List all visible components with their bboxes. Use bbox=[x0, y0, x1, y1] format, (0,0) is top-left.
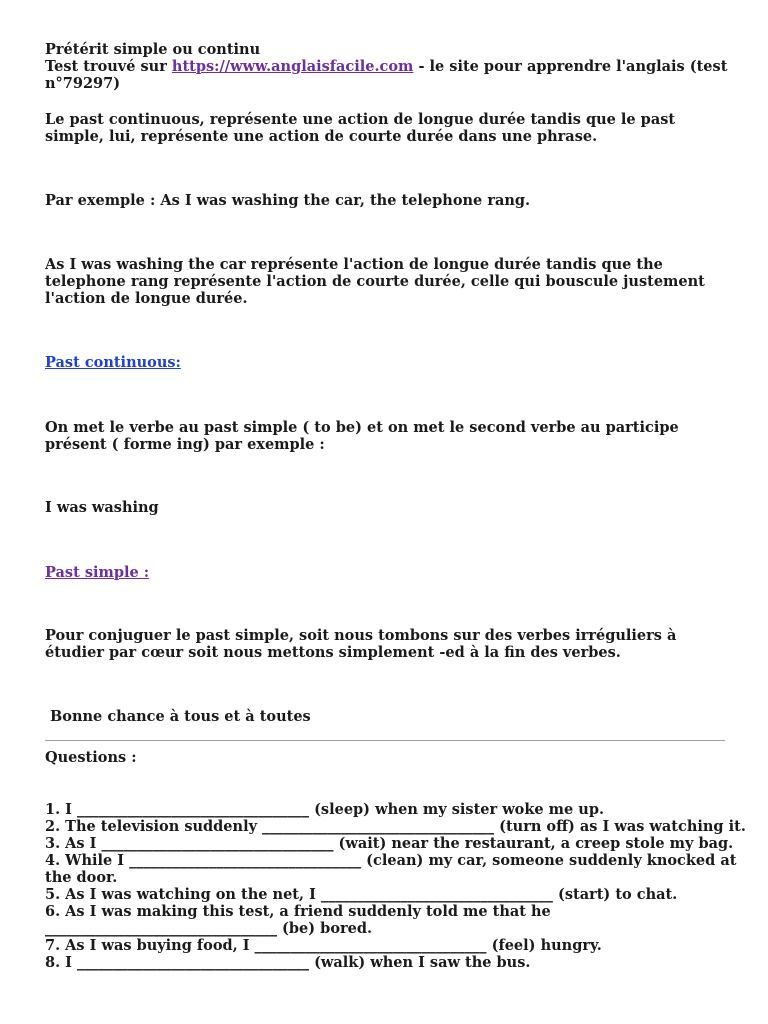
question-item: the door. bbox=[45, 869, 118, 886]
questions-heading: Questions : bbox=[45, 749, 137, 766]
question-item: 5. As I was watching on the net, I ________________________________ (start) to chat. bbox=[45, 886, 678, 903]
past-continuous-heading bbox=[45, 354, 735, 371]
question-item: 8. I ________________________________ (walk) when I saw the bus. bbox=[45, 954, 531, 971]
question-item: 2. The television suddenly ________________________________ (turn off) as I was watching it. bbox=[45, 818, 746, 835]
document-title: Prétérit simple ou continu bbox=[45, 41, 261, 58]
source-line bbox=[45, 58, 735, 92]
horizontal-divider bbox=[45, 740, 725, 741]
header-block bbox=[45, 41, 735, 92]
past-continuous-example: I was washing bbox=[45, 499, 159, 516]
past-simple-heading bbox=[45, 564, 735, 581]
source-link[interactable]: https://www.anglaisfacile.com bbox=[171, 58, 414, 75]
question-item: ________________________________ (be) bored. bbox=[45, 920, 373, 937]
question-item: 3. As I ________________________________ (wait) near the restaurant, a creep stole my bag. bbox=[45, 835, 734, 852]
example-paragraph: Par exemple : As I was washing the car, the telephone rang. bbox=[45, 192, 531, 209]
source-prefix: Test trouvé sur bbox=[45, 58, 172, 75]
source-suffix: - le site pour apprendre l'anglais (test n°79297) bbox=[45, 58, 728, 92]
question-item: 7. As I was buying food, I ________________________________ (feel) hungry. bbox=[45, 937, 602, 954]
intro-paragraph: Le past continuous, représente une action de longue durée tandis que le past simple, lui, représente une action de courte durée dans une phrase. bbox=[45, 111, 676, 145]
question-item: 4. While I ________________________________ (clean) my car, someone suddenly knocked at bbox=[45, 852, 737, 869]
explanation-paragraph: As I was washing the car représente l'action de longue durée tandis que the telephone rang représente l'action de courte durée, celle qui bouscule justement l'action de longue durée. bbox=[45, 256, 705, 307]
past-simple-link[interactable]: Past simple : bbox=[45, 564, 150, 581]
good-luck-text: Bonne chance à tous et à toutes bbox=[45, 708, 311, 725]
question-item: 1. I ________________________________ (sleep) when my sister woke me up. bbox=[45, 801, 605, 818]
past-simple-rule: Pour conjuguer le past simple, soit nous tombons sur des verbes irréguliers à étudier par cœur soit nous mettons simplement -ed à la fin des verbes. bbox=[45, 627, 677, 661]
past-continuous-link[interactable]: Past continuous: bbox=[45, 354, 181, 371]
question-item: 6. As I was making this test, a friend suddenly told me that he bbox=[45, 903, 551, 920]
past-continuous-rule: On met le verbe au past simple ( to be) et on met le second verbe au participe présent ( forme ing) par exemple : bbox=[45, 419, 679, 453]
questions-list bbox=[45, 801, 746, 971]
